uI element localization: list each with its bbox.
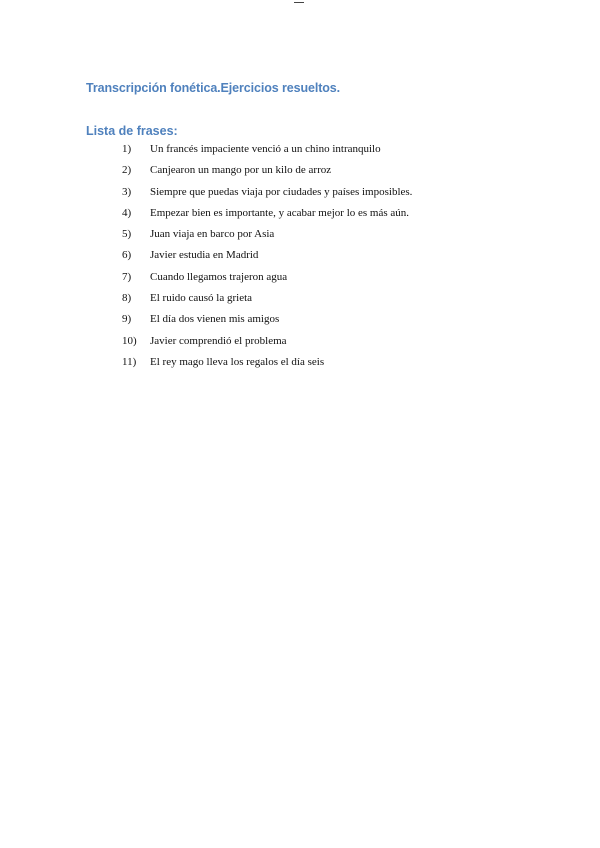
list-item-text: Empezar bien es importante, y acabar mejor lo es más aún.: [150, 206, 410, 219]
list-item-number: 1): [122, 143, 132, 155]
list-item-number: 11): [122, 355, 137, 368]
list-item: [0, 186, 600, 207]
list-item: [0, 335, 600, 356]
list-item-number: 9): [122, 313, 132, 326]
list-item: [0, 143, 600, 164]
list-item-text: El día dos vienen mis amigos: [150, 313, 280, 326]
list-item-number: 10): [122, 334, 137, 347]
list-item: [0, 292, 600, 313]
list-item: [0, 164, 600, 185]
list-item-text: Un francés impaciente venció a un chino intranquilo: [150, 143, 381, 155]
list-item-text: El ruido causó la grieta: [150, 292, 253, 305]
section-heading: Lista de frases:: [86, 124, 178, 138]
list-item-text: Siempre que puedas viaja por ciudades y países imposibles.: [150, 185, 413, 198]
list-item-text: Cuando llegamos trajeron agua: [150, 270, 288, 283]
list-item: [0, 249, 600, 270]
list-item-text: Juan viaja en barco por Asia: [150, 228, 275, 241]
list-item-text: Canjearon un mango por un kilo de arroz: [150, 164, 332, 177]
top-edge-mark: [294, 0, 304, 3]
list-item-number: 3): [122, 185, 132, 198]
list-item-text: El rey mago lleva los regalos el día seis: [150, 355, 325, 368]
document-title: Transcripción fonética.Ejercicios resueltos.: [86, 81, 341, 95]
list-item: [0, 271, 600, 292]
phrase-list: [0, 143, 600, 377]
list-item-number: 4): [122, 206, 132, 219]
list-item: [0, 207, 600, 228]
list-item-text: Javier comprendió el problema: [150, 334, 287, 347]
list-item: [0, 228, 600, 249]
list-item-text: Javier estudia en Madrid: [150, 249, 259, 262]
list-item-number: 5): [122, 228, 132, 241]
list-item-number: 8): [122, 292, 132, 305]
list-item: [0, 356, 600, 377]
list-item-number: 6): [122, 249, 132, 262]
list-item-number: 7): [122, 270, 132, 283]
list-item-number: 2): [122, 164, 132, 177]
list-item: [0, 313, 600, 334]
